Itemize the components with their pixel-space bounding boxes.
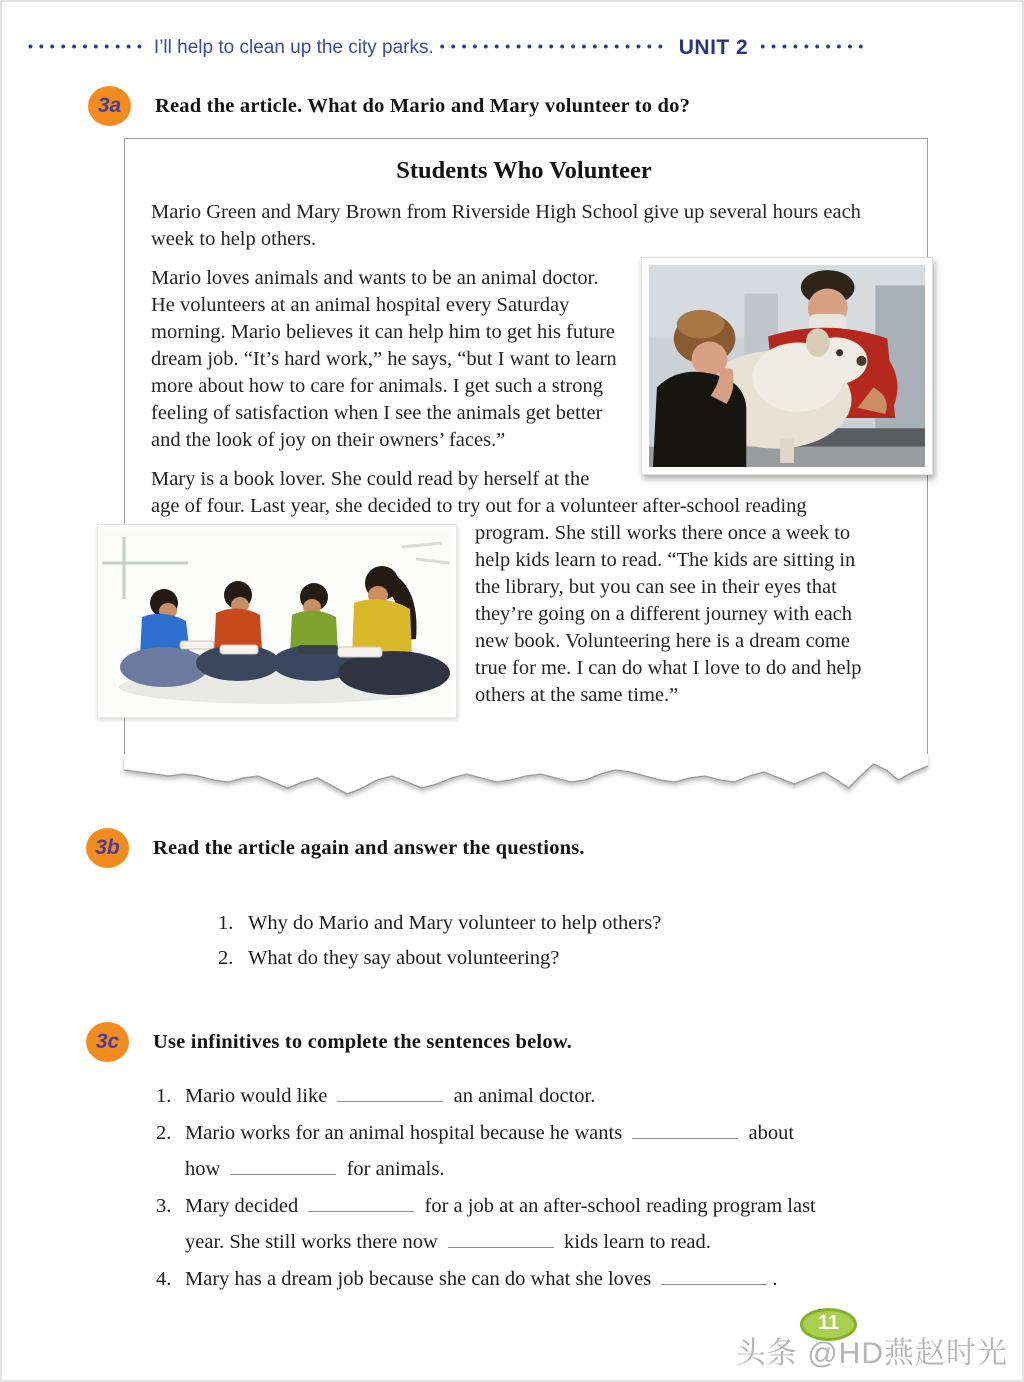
vet-photo-illustration <box>649 265 925 467</box>
sentence-item <box>156 1261 962 1298</box>
article-box <box>124 138 928 758</box>
sentence-list <box>156 1078 962 1297</box>
sentence-item <box>156 1078 962 1115</box>
dot-leader-right-icon: •••••••••• <box>760 38 870 54</box>
unit-label: UNIT 2 <box>678 36 749 59</box>
question-item <box>218 906 1022 941</box>
unit-subtitle: I’ll help to clean up the city parks. <box>153 37 434 58</box>
activity-3b-header <box>86 828 1022 868</box>
answer-blank <box>308 1196 414 1212</box>
sentence-number: 4. <box>156 1267 172 1290</box>
sentence-text: Mary decided for a job at an after-school reading program last year. She still works there now kids learn to read. <box>185 1194 816 1253</box>
torn-paper-edge <box>124 754 928 800</box>
question-number: 1. <box>218 912 234 934</box>
question-text: Why do Mario and Mary volunteer to help others? <box>248 912 662 934</box>
answer-blank <box>337 1086 443 1102</box>
sentence-item <box>156 1115 962 1188</box>
sentence-number: 3. <box>156 1194 172 1217</box>
sentence-number: 2. <box>156 1121 172 1144</box>
activity-badge-3b: 3b <box>86 828 129 868</box>
page-footer <box>642 1298 1022 1378</box>
answer-blank <box>661 1269 767 1285</box>
sentence-item <box>156 1188 962 1261</box>
dot-leader-left-icon: ••••••••••• <box>28 38 148 54</box>
watermark-text: 头条 @HD燕赵时光 <box>735 1337 1008 1370</box>
activity-prompt-3c: Use infinitives to complete the sentences below. <box>153 1030 572 1053</box>
page-number-badge: 11 <box>800 1308 857 1341</box>
article-paragraph-2 <box>151 265 897 454</box>
activity-badge-3a: 3a <box>88 86 131 126</box>
dot-leader-middle-icon: ••••••••••••••••••••• <box>439 38 669 54</box>
article-paragraph-3-text-a: Mary is a book lover. She could read by herself at the age of four. Last year, she decided to try out for a volunteer after-school reading program. <box>151 468 807 544</box>
page-header <box>28 36 1018 60</box>
article-paragraph-3 <box>151 466 897 709</box>
sentence-text: Mario would like an animal doctor. <box>185 1085 596 1107</box>
article-title: Students Who Volunteer <box>396 157 652 184</box>
activity-3a-header <box>88 86 1022 126</box>
sentence-text: Mary has a dream job because she can do what she loves . <box>185 1267 778 1290</box>
article-paragraph-2-text: Mario loves animals and wants to be an animal doctor. He volunteers at an animal hospital every Saturday morning. Mario believes it can help him to get his future dream job. “It’s hard work,” he says, “but I want to learn more about how to care for animals. I get such a strong feeling of satisfaction when I see the animals get better and the look of joy on their owners’ faces.” <box>151 267 617 451</box>
activity-badge-3c: 3c <box>86 1022 129 1062</box>
sentence-text: Mario works for an animal hospital because he wants about how for animals. <box>185 1121 795 1180</box>
article-paragraph-3-text-b: She still works there once a week to help kids learn to read. “The kids are sitting in the library, but you can see in their eyes that they’re going on a different journey with each new book. Volunteering here is a dream come true for me. I can do what I love to do and help others at the same time.” <box>475 522 862 706</box>
answer-blank <box>632 1123 738 1139</box>
answer-blank <box>230 1159 336 1175</box>
question-number: 2. <box>218 947 234 969</box>
answer-blank <box>448 1232 554 1248</box>
question-list <box>218 906 1022 976</box>
reading-photo <box>97 524 457 718</box>
activity-prompt-3b: Read the article again and answer the questions. <box>153 836 585 859</box>
article-paragraph-1: Mario Green and Mary Brown from Riverside High School give up several hours each week to help others. <box>151 201 861 250</box>
question-item <box>218 941 1022 976</box>
sentence-number: 1. <box>156 1085 172 1107</box>
question-text: What do they say about volunteering? <box>248 947 560 969</box>
reading-photo-illustration <box>102 529 452 713</box>
activity-3c-header <box>86 1022 1022 1062</box>
activity-prompt-3a: Read the article. What do Mario and Mary volunteer to do? <box>155 94 691 117</box>
vet-photo <box>641 257 933 475</box>
